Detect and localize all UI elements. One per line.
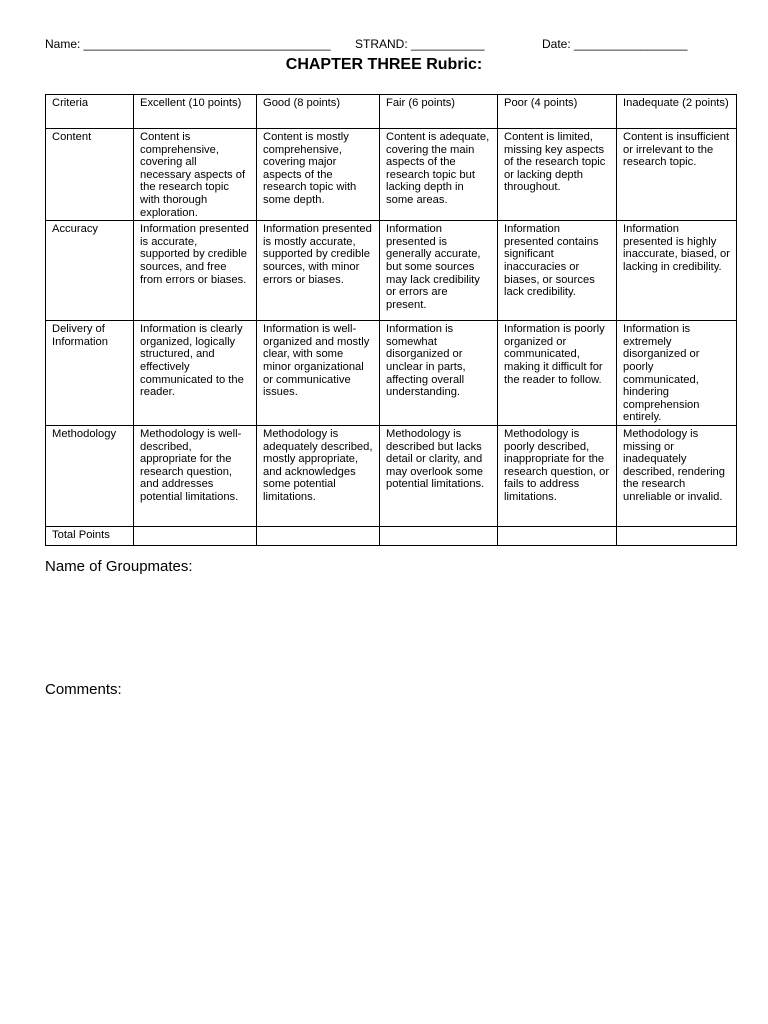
rubric-cell: Methodology is adequately described, mostly appropriate, and acknowledges some potential limitations.: [257, 425, 380, 526]
header-line: [45, 37, 745, 53]
rubric-cell: Methodology is well-described, appropriate for the research question, and addresses potential limitations.: [134, 425, 257, 526]
rubric-cell: Information presented is mostly accurate, supported by credible sources, with minor errors or biases.: [257, 221, 380, 321]
rubric-cell: Methodology is described but lacks detail or clarity, and may overlook some potential limitations.: [380, 425, 498, 526]
rubric-cell: Information is extremely disorganized or poorly communicated, hindering comprehension entirely.: [617, 321, 737, 426]
column-header: Fair (6 points): [380, 95, 498, 129]
comments-label: Comments:: [45, 681, 122, 698]
column-header: Poor (4 points): [498, 95, 617, 129]
rubric-cell: Information is well-organized and mostly clear, with some minor organizational or communicative issues.: [257, 321, 380, 426]
table-header-row: [46, 95, 737, 129]
total-points-cell[interactable]: [380, 526, 498, 545]
rubric-cell: Content is mostly comprehensive, covering major aspects of the research topic with some depth.: [257, 129, 380, 221]
rubric-cell: Content is limited, missing key aspects of the research topic or lacking depth throughout.: [498, 129, 617, 221]
rubric-cell: Information presented is generally accurate, but some sources may lack credibility or errors are present.: [380, 221, 498, 321]
criterion-cell: Accuracy: [46, 221, 134, 321]
column-header: Excellent (10 points): [134, 95, 257, 129]
total-points-cell[interactable]: [617, 526, 737, 545]
rubric-cell: Information is poorly organized or communicated, making it difficult for the reader to follow.: [498, 321, 617, 426]
table-row: [46, 221, 737, 321]
criterion-cell: Content: [46, 129, 134, 221]
column-header: Good (8 points): [257, 95, 380, 129]
rubric-cell: Content is comprehensive, covering all necessary aspects of the research topic with thorough exploration.: [134, 129, 257, 221]
rubric-cell: Content is adequate, covering the main aspects of the research topic but lacking depth in some areas.: [380, 129, 498, 221]
rubric-cell: Information presented is highly inaccurate, biased, or lacking in credibility.: [617, 221, 737, 321]
criterion-cell: Delivery of Information: [46, 321, 134, 426]
rubric-cell: Information presented is accurate, supported by credible sources, and free from errors or biases.: [134, 221, 257, 321]
total-points-cell[interactable]: [257, 526, 380, 545]
strand-field[interactable]: STRAND: ___________: [355, 37, 485, 51]
rubric-cell: Information presented contains significant inaccuracies or biases, or sources lack credibility.: [498, 221, 617, 321]
name-field[interactable]: Name: _____________________________________: [45, 37, 331, 51]
table-row: [46, 425, 737, 526]
column-header: Inadequate (2 points): [617, 95, 737, 129]
date-field[interactable]: Date: _________________: [542, 37, 688, 51]
table-row: [46, 321, 737, 426]
total-points-cell[interactable]: [134, 526, 257, 545]
rubric-cell: Methodology is missing or inadequately described, rendering the research unreliable or invalid.: [617, 425, 737, 526]
rubric-cell: Information is somewhat disorganized or unclear in parts, affecting overall understanding.: [380, 321, 498, 426]
table-row: [46, 129, 737, 221]
rubric-cell: Methodology is poorly described, inappropriate for the research question, or fails to address limitations.: [498, 425, 617, 526]
rubric-table: [45, 94, 737, 546]
rubric-cell: Content is insufficient or irrelevant to the research topic.: [617, 129, 737, 221]
total-points-cell[interactable]: [498, 526, 617, 545]
groupmates-label: Name of Groupmates:: [45, 558, 193, 575]
page-title: CHAPTER THREE Rubric:: [285, 56, 483, 73]
rubric-cell: Information is clearly organized, logically structured, and effectively communicated to the reader.: [134, 321, 257, 426]
total-points-row: [46, 526, 737, 545]
total-points-label: Total Points: [46, 526, 134, 545]
criterion-cell: Methodology: [46, 425, 134, 526]
column-header: Criteria: [46, 95, 134, 129]
